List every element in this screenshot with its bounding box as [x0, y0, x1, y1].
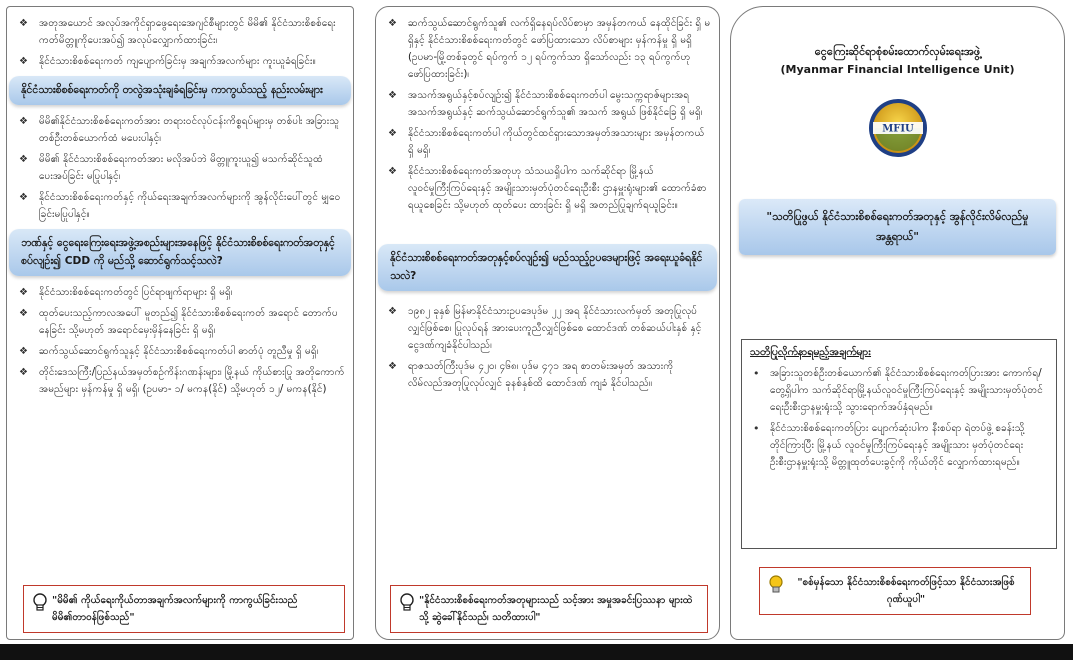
bullet-list-top: [7, 15, 353, 70]
list-item: ❖ နိုင်ငံသားစိစစ်ရေးကတ်အတုဟု သံသယရှိပါက သက်ဆိုင်ရာ မြို့နယ် လူဝင်မှုကြီးကြပ်ရေးနှင့် အမျိုးသားမှတ်ပုံတင်ရေးဦးစီး ဌာနမှူးရုံးများ၏ ထောက်ခံစာရယူစေခြင်း သို့မဟုတ် ထုတ်ပေး ထားခြင်း ရှိ မရှိ အတည်ပြုချက်ရယူခြင်း။: [384, 163, 711, 214]
bullet-list-mid: [7, 113, 353, 223]
org-name: [731, 43, 1064, 79]
diamond-bullet-icon: ❖: [388, 18, 397, 29]
diamond-bullet-icon: ❖: [388, 128, 397, 139]
logo-container: [731, 97, 1064, 159]
dot-bullet-icon: •: [753, 367, 760, 380]
notice-box: [741, 339, 1057, 549]
list-item: ❖ မိမိ၏နိုင်ငံသားစိစစ်ရေးကတ်အား တရားဝင်လုပ်ငန်းကိစ္စရပ်များမှ တစ်ပါး အခြားသူတစ်ဦးတစ်ယောက်ထံ မပေးပါနှင့်၊: [15, 113, 345, 147]
diamond-bullet-icon: ❖: [19, 154, 28, 165]
diamond-bullet-icon: ❖: [19, 367, 28, 378]
panel-middle: [375, 6, 720, 640]
list-item: ❖ အသက်အရွယ်နှင့်စပ်လျဉ်း၍ နိုင်ငံသားစိစစ်ရေးကတ်ပါ မွေးသက္ကရာဇ်များအရ အသက်အရွယ်နှင့် ဆက်သွယ်ဆောင်ရွက်သူ၏ အသက် အရွယ် ဖြစ်နိုင်ခြေ ရှိ မရှိ၊: [384, 87, 711, 121]
org-name-english: (Myanmar Financial Intelligence Unit): [780, 63, 1015, 76]
section-heading-laws: နိုင်ငံသားစိစစ်ရေးကတ်အတုနှင့်စပ်လျဉ်း၍ မည်သည့်ဥပဒေများဖြင့် အရေးယူခံရနိုင်သလဲ?: [378, 244, 717, 291]
bullet-list-top: [376, 15, 719, 214]
diamond-bullet-icon: ❖: [388, 166, 397, 177]
org-name-myanmar: ငွေကြေးဆိုင်ရာစုံစမ်းထောက်လှမ်းရေးအဖွဲ့: [814, 45, 981, 58]
list-item: • နိုင်ငံသားစိစစ်ရေးကတ်ပြား ပျောက်ဆုံးပါက နီးစပ်ရာ ရဲတပ်ဖွဲ့ စခန်းသို့ တိုင်ကြားပြီး မြို့နယ် လူဝင်မှုကြီးကြပ်ရေးနှင့် အမျိုးသား မှတ်ပုံတင်ရေးဦးစီးဌာနမှူးရုံးသို့ မိတ္တူထုတ်ပေးခွင့်ကို ကိုယ်တိုင် လျှောက်ထားရမည်။: [753, 422, 1025, 468]
list-item: • အခြားသူတစ်ဦးတစ်ယောက်၏ နိုင်ငံသားစိစစ်ရေးကတ်ပြားအား ကောက်ရ/တွေ့ရှိပါက သက်ဆိုင်ရာမြို့နယ်လူဝင်မှုကြီးကြပ်ရေးနှင့် အမျိုးသားမှတ်ပုံတင်ရေးဦးစီးဌာနမှူးရုံးသို့ သွားရောက်အပ်နှံရမည်။: [753, 367, 1043, 413]
diamond-bullet-icon: ❖: [388, 306, 397, 317]
diamond-bullet-icon: ❖: [388, 90, 397, 101]
callout-box: "စစ်မှန်သော နိုင်ငံသားစိစစ်ရေးကတ်ဖြင့်သာ နိုင်ငံသားအဖြစ် ဂုဏ်ယူပါ": [759, 567, 1031, 615]
notice-list: [746, 365, 1050, 471]
diamond-bullet-icon: ❖: [19, 192, 28, 203]
list-item: ❖ ဆက်သွယ်ဆောင်ရွက်သူနှင့် နိုင်ငံသားစိစစ်ရေးကတ်ပါ ဓာတ်ပုံ တူညီမှု ရှိ မရှိ၊: [15, 343, 345, 360]
diamond-bullet-icon: ❖: [19, 18, 28, 29]
notice-title: သတိပြုလိုက်နာရမည့်အချက်များ: [750, 346, 872, 358]
diamond-bullet-icon: ❖: [19, 308, 28, 319]
list-item: ❖ ၁၉၈၂ ခုနှစ် မြန်မာနိုင်ငံသားဥပဒေပုဒ်မ ၂၂ အရ နိုင်ငံသားလက်မှတ် အတုပြုလုပ်လျှင်ဖြစ်စေ၊ ပြုလုပ်ရန် အားပေးကူညီလျှင်ဖြစ်စေ ထောင်ဒဏ် တစ်ဆယ်ပါးနှစ် နှင့် ငွေဒဏ်ကျခံနိုင်ပါသည်၊: [384, 303, 711, 354]
list-item: ❖ တိုင်းဒေသကြီး/ပြည်နယ်အမှတ်စဉ်ကိန်းဂဏန်းများ၊ မြို့နယ် ကိုယ်စားပြု အတိုကောက်အမည်များ မှန်ကန်မှု ရှိ မရှိ၊ (ဥပမာ- ၁/ မကန(နိုင်) သို့မဟုတ် ၁၂/ မကန(နိုင်): [15, 364, 345, 398]
diamond-bullet-icon: ❖: [19, 346, 28, 357]
lightbulb-icon: [32, 593, 48, 613]
diamond-bullet-icon: ❖: [19, 116, 28, 127]
diamond-bullet-icon: ❖: [388, 361, 397, 372]
bullet-list-bottom: [376, 303, 719, 392]
callout-box: "မိမိ၏ ကိုယ်ရေးကိုယ်တာအချက်အလက်များကို ကာကွယ်ခြင်းသည် မိမိ၏တာဝန်ဖြစ်သည်": [23, 585, 345, 633]
list-item: ❖ ဆက်သွယ်ဆောင်ရွက်သူ၏ လက်ရှိနေရပ်လိပ်စာမှာ အမှန်တကယ် နေထိုင်ခြင်း ရှိ မရှိနှင့် နိုင်ငံသားစိစစ်ရေးကတ်တွင် ဖော်ပြထားသော လိပ်စာများ မှန်ကန်မှု ရှိ မရှိ (ဥပမာ-မြို့တစ်ခုတွင် ရပ်ကွက် ၁၂ ရပ်ကွက်သာ ရှိသော်လည်း ၁၃ ရပ်ကွက်ဟု ဖော်ပြထားခြင်း)၊: [384, 15, 711, 83]
list-item: ❖ နိုင်ငံသားစိစစ်ရေးကတ်တွင် ပြင်ရာဖျက်ရာများ ရှိ မရှိ၊: [15, 284, 345, 301]
panel-left: [6, 6, 354, 640]
list-item: ❖ မိမိ၏ နိုင်ငံသားစိစစ်ရေးကတ်အား မလိုအပ်ဘဲ မိတ္တူကူးယူ၍ မသက်ဆိုင်သူထံ ပေးအပ်ခြင်း မပြုပါနှင့်၊: [15, 151, 345, 185]
list-item: ❖ နိုင်ငံသားစိစစ်ရေးကတ် ကျပျောက်ခြင်းမှ အချက်အလက်များ ကူးယူခံရခြင်း။: [15, 53, 345, 70]
section-heading-cdd: ဘဏ်နှင့် ငွေရေးကြေးရေးအဖွဲ့အစည်းများအနေဖြင့် နိုင်ငံသားစိစစ်ရေးကတ်အတုနှင့်စပ်လျဉ်း၍ CDD ကို မည်သို့ ဆောင်ရွက်သင့်သလဲ?: [9, 229, 351, 276]
bottom-bar: [0, 644, 1073, 660]
list-item: ❖ နိုင်ငံသားစိစစ်ရေးကတ်နှင့် ကိုယ်ရေးအချက်အလက်များကို အွန်လိုင်းပေါ်တွင် မျှဝေခြင်းမပြုပါနှင့်။: [15, 189, 345, 223]
diamond-bullet-icon: ❖: [19, 287, 28, 298]
mfiu-logo: [867, 97, 929, 159]
bullet-list-bottom: [7, 284, 353, 398]
dot-bullet-icon: •: [753, 422, 760, 435]
list-item: ❖ ရာဇသတ်ကြီးပုဒ်မ ၄၂၀၊ ၄၆၈၊ ပုဒ်မ ၄၇၁ အရ စာတမ်းအမှတ် အသားကို လိမ်လည်အတုပြုလုပ်လျှင် ခုနစ်နှစ်ထိ ထောင်ဒဏ် ကျခံ နိုင်ပါသည်။: [384, 358, 711, 392]
logo-text: MFIU: [881, 123, 914, 135]
list-item: ❖ အတုအယောင် အလုပ်အကိုင်ရှာဖွေရေးအေဂျင်စီများတွင် မိမိ၏ နိုင်ငံသားစိစစ်ရေးကတ်မိတ္တူကိုပေးအပ်၍ အလုပ်လျှောက်ထားခြင်း၊: [15, 15, 345, 49]
lightbulb-icon: [399, 593, 415, 613]
diamond-bullet-icon: ❖: [19, 56, 28, 67]
callout-box: "နိုင်ငံသားစိစစ်ရေးကတ်အတုများသည် သင့်အား အမှုအခင်းပြဿနာ များထဲသို့ ဆွဲခေါ်နိုင်သည်၊ သတိထားပါ": [390, 585, 708, 633]
list-item: ❖ ထုတ်ပေးသည့်ကာလအပေါ် မူတည်၍ နိုင်ငံသားစိစစ်ရေးကတ် အရောင် တောက်ပနေခြင်း သို့မဟုတ် အရောင်မှေးမှိန်နေခြင်း ရှိ မရှိ၊: [15, 305, 345, 339]
section-heading-prevention: နိုင်ငံသားစိစစ်ရေးကတ်ကို တလွဲအသုံးချခံရခြင်းမှ ကာကွယ်သည့် နည်းလမ်းများ: [9, 76, 351, 105]
lightbulb-icon: [768, 575, 784, 595]
title-banner: "သတိပြုဖွယ် နိုင်ငံသားစိစစ်ရေးကတ်အတုနှင့် အွန်လိုင်းလိမ်လည်မှု အန္တရာယ်": [739, 199, 1056, 255]
list-item: ❖ နိုင်ငံသားစိစစ်ရေးကတ်ပါ ကိုယ်တွင်ထင်ရှားသောအမှတ်အသားများ အမှန်တကယ် ရှိ မရှိ၊: [384, 125, 711, 159]
panel-right-cover: [730, 6, 1065, 640]
